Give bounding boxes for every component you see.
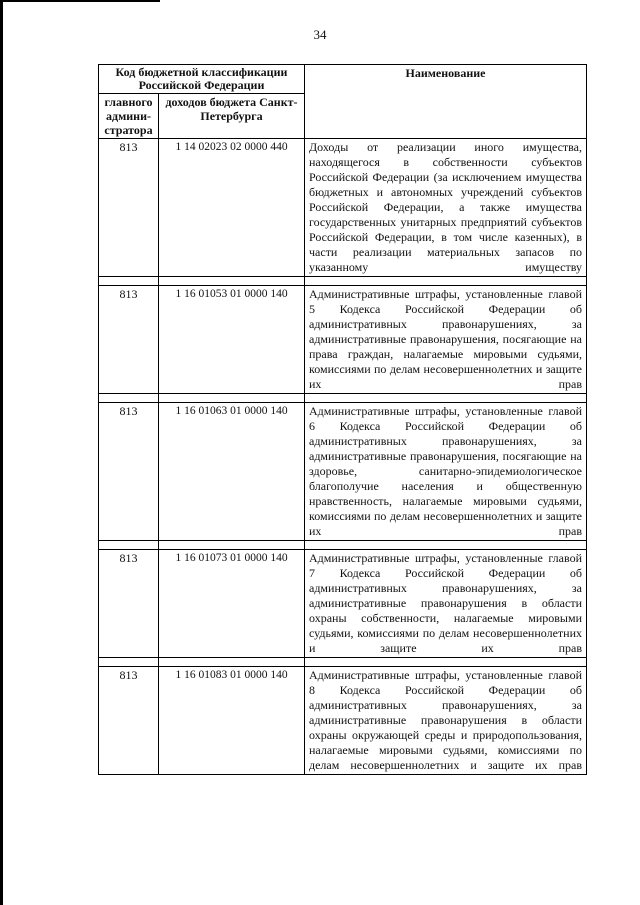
cell-name: Административные штрафы, установленные главой 6 Кодекса Российской Федерации об административных правонарушениях, за административные правонарушения, посягающие на здоровье, санитарно-эпидемиологическое благополучие населения и общественную нравственность, налагаемые мировыми судьями, комиссиями по делам несовершеннолетних и защите их прав bbox=[305, 403, 587, 541]
cell-admin-code: 813 bbox=[99, 403, 159, 541]
cell-income-code: 1 16 01083 01 0000 140 bbox=[159, 667, 305, 775]
table-body bbox=[99, 139, 587, 775]
table-header bbox=[99, 65, 587, 139]
row-separator bbox=[99, 658, 587, 667]
scan-left-edge bbox=[0, 0, 3, 905]
row-separator bbox=[99, 394, 587, 403]
cell-income-code: 1 16 01073 01 0000 140 bbox=[159, 550, 305, 658]
cell-income-code: 1 16 01053 01 0000 140 bbox=[159, 286, 305, 394]
cell-name: Административные штрафы, установленные главой 7 Кодекса Российской Федерации об административных правонарушениях, за административные правонарушения в области охраны собственности, налагаемые мировыми судьями, комиссиями по делам несовершеннолетних и защите их прав bbox=[305, 550, 587, 658]
cell-name: Доходы от реализации иного имущества, находящегося в собственности субъектов Российской Федерации (за исключением имущества бюджетных и автономных учреждений субъектов Российской Федерации, а также имущества государственных унитарных предприятий субъектов Российской Федерации, в том числе казенных), в части реализации материальных запасов по указанному имуществу bbox=[305, 139, 587, 277]
header-budget-code-group: Код бюджетной классификации Российской Федерации bbox=[99, 65, 305, 94]
row-separator bbox=[99, 277, 587, 286]
budget-classification-table bbox=[98, 64, 587, 775]
cell-name: Административные штрафы, установленные главой 5 Кодекса Российской Федерации об административных правонарушениях, за административные правонарушения, посягающие на права граждан, налагаемые мировыми судьями, комиссиями по делам несовершеннолетних и защите их прав bbox=[305, 286, 587, 394]
table-row bbox=[99, 286, 587, 394]
table-row bbox=[99, 550, 587, 658]
table-row bbox=[99, 667, 587, 775]
header-admin: главного админи-стратора bbox=[99, 94, 159, 139]
cell-admin-code: 813 bbox=[99, 550, 159, 658]
table-row bbox=[99, 403, 587, 541]
header-income: доходов бюджета Санкт-Петербурга bbox=[159, 94, 305, 139]
cell-name: Административные штрафы, установленные главой 8 Кодекса Российской Федерации об административных правонарушениях, за административные правонарушения в области охраны окружающей среды и природопользования, налагаемые мировыми судьями, комиссиями по делам несовершеннолетних и защите их прав bbox=[305, 667, 587, 775]
header-name: Наименование bbox=[305, 65, 587, 139]
cell-income-code: 1 16 01063 01 0000 140 bbox=[159, 403, 305, 541]
row-separator bbox=[99, 541, 587, 550]
table-row bbox=[99, 139, 587, 277]
cell-admin-code: 813 bbox=[99, 139, 159, 277]
page-number: 34 bbox=[313, 27, 327, 42]
cell-admin-code: 813 bbox=[99, 286, 159, 394]
scan-top-edge bbox=[0, 0, 160, 2]
cell-income-code: 1 14 02023 02 0000 440 bbox=[159, 139, 305, 277]
cell-admin-code: 813 bbox=[99, 667, 159, 775]
